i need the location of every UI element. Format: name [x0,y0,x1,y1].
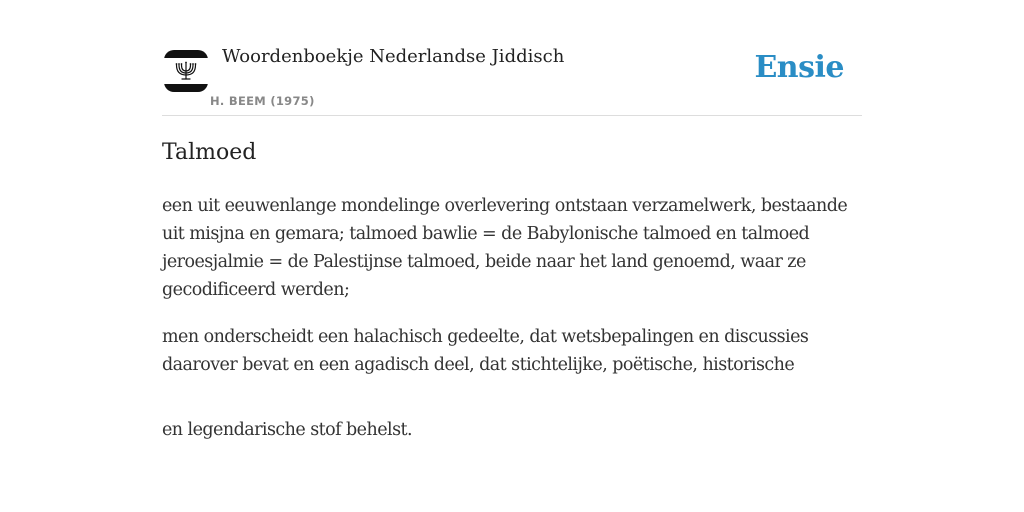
ensie-logo-link[interactable]: Ensie [754,50,844,85]
entry-title: Talmoed [162,140,257,165]
dictionary-title[interactable]: Woordenboekje Nederlandse Jiddisch [222,46,565,67]
definition-paragraph: en legendarische stof behelst. [162,420,412,440]
definition-paragraph: een uit eeuwenlange mondelinge overlevering ontstaan verzamelwerk, bestaande uit misjna en gemara; talmoed bawlie = de Babylonische talmoed en talmoed jeroesjalmie = de Palestijnse talmoed, beide naar het land genoemd, waar ze gecodificeerd werden; [162,196,848,300]
dictionary-author: H. BEEM (1975) [210,94,315,108]
page [162,0,862,512]
menorah-icon[interactable] [164,50,208,92]
dictionary-header [162,40,862,116]
entry-definition [162,192,862,463]
definition-paragraph: men onderscheidt een halachisch gedeelte, dat wetsbepalingen en discussies daarover bevat en een agadisch deel, dat stichtelijke, poëtische, historische [162,327,809,375]
